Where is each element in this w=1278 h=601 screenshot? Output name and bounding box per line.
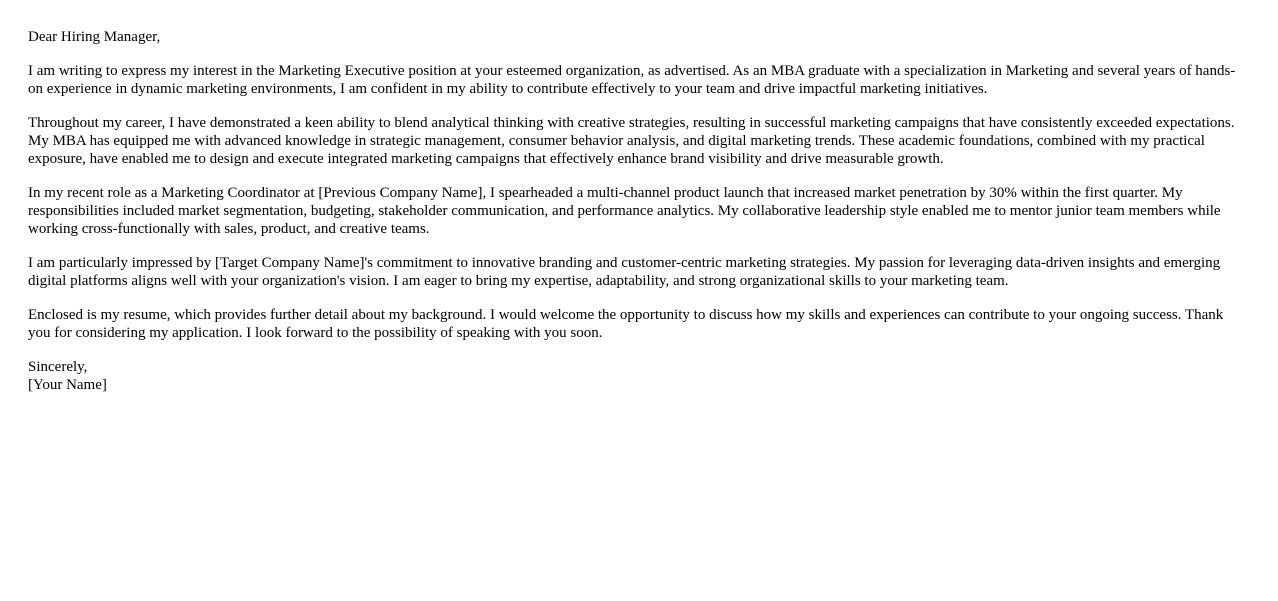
letter-closing-block — [28, 358, 1243, 394]
letter-paragraph-conclusion: Enclosed is my resume, which provides further detail about my background. I would welcome the opportunity to discuss how my skills and experiences can contribute to your ongoing success. Thank you for considering my application. I look forward to the possibility of speaking with you soon. — [28, 307, 1224, 341]
letter-paragraph-intro: I am writing to express my interest in the Marketing Executive position at your esteemed organization, as advertised. As an MBA graduate with a specialization in Marketing and several years of hands-on experience in dynamic marketing environments, I am confident in my ability to contribute effectively to your team and drive impactful marketing initiatives. — [28, 63, 1236, 97]
letter-paragraph-career: Throughout my career, I have demonstrated a keen ability to blend analytical thinking with creative strategies, resulting in successful marketing campaigns that have consistently exceeded expectations. My MBA has equipped me with advanced knowledge in strategic management, consumer behavior analysis, and digital marketing trends. These academic foundations, combined with my practical exposure, have enabled me to design and execute integrated marketing campaigns that effectively enhance brand visibility and drive measurable growth. — [28, 115, 1235, 167]
letter-salutation: Dear Hiring Manager, — [28, 29, 161, 45]
letter-paragraph-recent-role: In my recent role as a Marketing Coordinator at [Previous Company Name], I spearheaded a multi-channel product launch that increased market penetration by 30% within the first quarter. My responsibilities included market segmentation, budgeting, stakeholder communication, and performance analytics. My collaborative leadership style enabled me to mentor junior team members while working cross-functionally with sales, product, and creative teams. — [28, 185, 1221, 237]
letter-closing: Sincerely, — [28, 359, 88, 375]
letter-signature: [Your Name] — [28, 377, 107, 393]
letter-paragraph-company-fit: I am particularly impressed by [Target Company Name]'s commitment to innovative branding and customer-centric marketing strategies. My passion for leveraging data-driven insights and emerging digital platforms aligns well with your organization's vision. I am eager to bring my expertise, adaptability, and strong organizational skills to your marketing team. — [28, 255, 1221, 289]
cover-letter — [28, 28, 1243, 394]
